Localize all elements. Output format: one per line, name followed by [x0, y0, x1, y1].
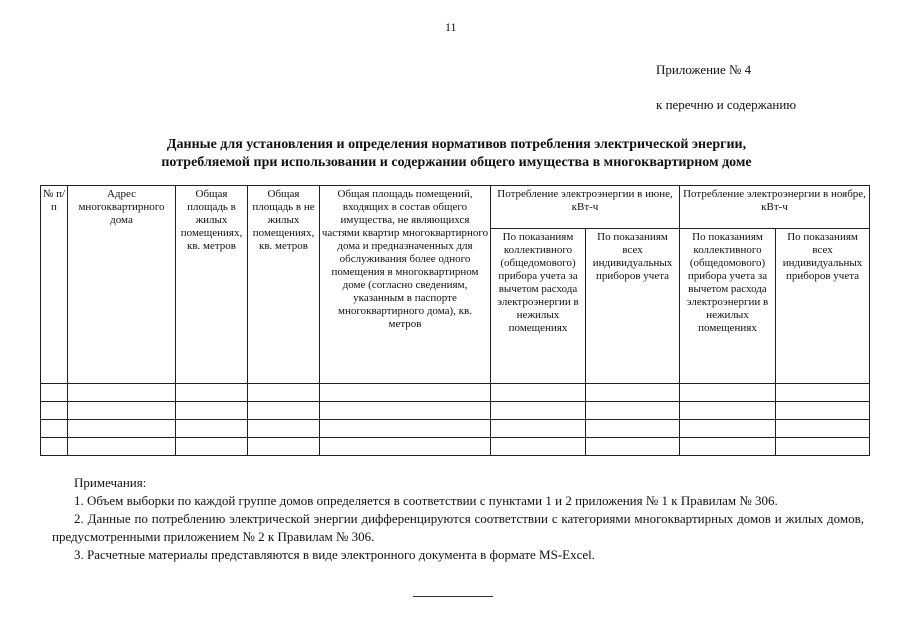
table-cell [491, 438, 586, 456]
table-cell [176, 402, 248, 420]
header-june-individual: По показаниям всех индивидуальных приборов учета [586, 229, 680, 384]
table-cell [586, 420, 680, 438]
table-cell [491, 402, 586, 420]
table-cell [248, 420, 320, 438]
notes-heading: Примечания: [74, 475, 147, 490]
table-row [41, 420, 870, 438]
table-cell [41, 420, 68, 438]
data-table [40, 185, 870, 456]
table-cell [176, 420, 248, 438]
title-line-1: Данные для установления и определения нормативов потребления электрической энергии, [166, 137, 747, 152]
table-cell [680, 384, 776, 402]
table-cell [320, 420, 491, 438]
header-area-living: Общая площадь в жилых помещениях, кв. метров [176, 186, 248, 384]
note-item-2: 2. Данные по потреблению электрической энергии дифференцируются соответствии с категориями многоквартирных домов и жилых домов, предусмотренными приложением № 2 к Правилам № 306. [52, 511, 864, 544]
table-row [41, 384, 870, 402]
table-cell [776, 420, 870, 438]
appendix-label: Приложение № 4 [656, 62, 752, 77]
table-cell [680, 402, 776, 420]
header-june-collective: По показаниям коллективного (общедомового) прибора учета за вычетом расхода электроэнергии в нежилых помещениях [491, 229, 586, 384]
table-cell [320, 438, 491, 456]
table-cell [41, 438, 68, 456]
table-cell [776, 402, 870, 420]
table-cell [776, 438, 870, 456]
header-november: Потребление электроэнергии в ноябре, кВт-ч [680, 186, 870, 229]
header-common-area: Общая площадь помещений, входящих в состав общего имущества, не являющихся частями квартир многоквартирного дома и предназначенных для обслуживания более одного помещения в многоквартирном доме (согласно сведениям, указанным в паспорте многоквартирного дома), кв. метров [320, 186, 491, 384]
header-address: Адрес многоквартирного дома [68, 186, 176, 384]
table-cell [491, 420, 586, 438]
note-item-3: 3. Расчетные материалы представляются в виде электронного документа в формате MS-Excel. [74, 547, 596, 562]
title-line-2: потребляемой при использовании и содержании общего имущества в многоквартирном доме [161, 155, 752, 170]
header-number: № п/п [41, 186, 68, 384]
document-title [0, 136, 905, 172]
table-cell [68, 384, 176, 402]
table-cell [680, 420, 776, 438]
table-cell [320, 384, 491, 402]
table-cell [586, 384, 680, 402]
header-november-individual: По показаниям всех индивидуальных приборов учета [776, 229, 870, 384]
appendix-subtitle: к перечню и содержанию [656, 97, 797, 112]
table-cell [41, 384, 68, 402]
table-cell [320, 402, 491, 420]
note-item-1: 1. Объем выборки по каждой группе домов определяется в соответствии с пунктами 1 и 2 приложения № 1 к Правилам № 306. [74, 493, 778, 508]
table-cell [68, 438, 176, 456]
table-row [41, 402, 870, 420]
table-cell [680, 438, 776, 456]
notes-section [52, 474, 864, 564]
table-cell [248, 384, 320, 402]
header-june: Потребление электроэнергии в июне, кВт-ч [491, 186, 680, 229]
header-november-collective: По показаниям коллективного (общедомового) прибора учета за вычетом расхода электроэнергии в нежилых помещениях [680, 229, 776, 384]
table-cell [586, 402, 680, 420]
table-cell [68, 402, 176, 420]
table-cell [41, 402, 68, 420]
table-cell [586, 438, 680, 456]
table-cell [491, 384, 586, 402]
table-cell [248, 438, 320, 456]
header-area-nonliving: Общая площадь в не жилых помещениях, кв. метров [248, 186, 320, 384]
footer-divider [413, 596, 493, 597]
table-row [41, 438, 870, 456]
table-cell [248, 402, 320, 420]
table-cell [176, 438, 248, 456]
table-cell [776, 384, 870, 402]
table-cell [68, 420, 176, 438]
page-number: 11 [445, 20, 457, 34]
table-cell [176, 384, 248, 402]
